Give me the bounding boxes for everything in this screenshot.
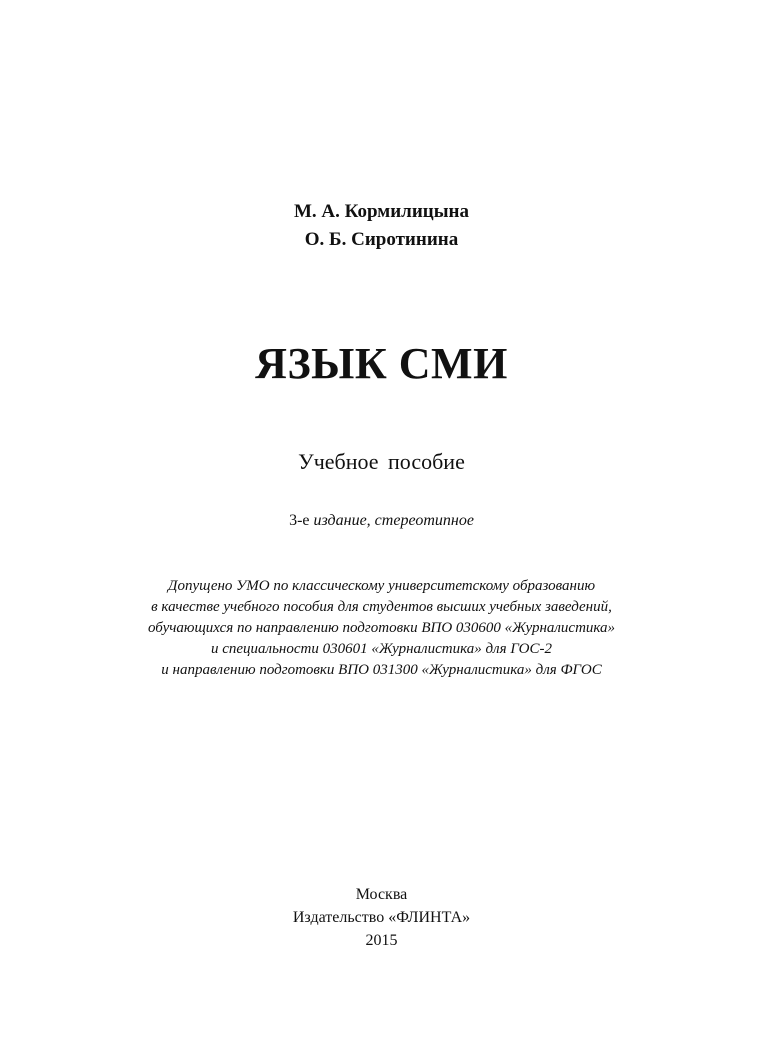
imprint-publisher: Издательство «ФЛИНТА» bbox=[292, 909, 471, 926]
approval-line: в качестве учебного пособия для студентов высших учебных заведений, bbox=[151, 599, 612, 615]
approval-line: и специальности 030601 «Журналистика» для ГОС-2 bbox=[210, 641, 552, 657]
imprint-city: Москва bbox=[355, 886, 408, 903]
approval-line: и направлению подготовки ВПО 031300 «Журналистика» для ФГОС bbox=[161, 662, 602, 678]
edition-description: издание, стереотипное bbox=[309, 512, 474, 529]
book-subtitle: Учебное пособие bbox=[298, 449, 465, 474]
author-name: О. Б. Сиротинина bbox=[304, 229, 459, 250]
author-name: М. А. Кормилицына bbox=[294, 201, 469, 222]
approval-line: Допущено УМО по классическому университетскому образованию bbox=[167, 578, 596, 594]
approval-line: обучающихся по направлению подготовки ВПО 030600 «Журналистика» bbox=[147, 620, 616, 636]
book-title: ЯЗЫК СМИ bbox=[255, 339, 508, 388]
imprint-year: 2015 bbox=[365, 932, 398, 949]
edition-number: 3-е bbox=[289, 512, 310, 529]
edition-note bbox=[0, 512, 763, 530]
